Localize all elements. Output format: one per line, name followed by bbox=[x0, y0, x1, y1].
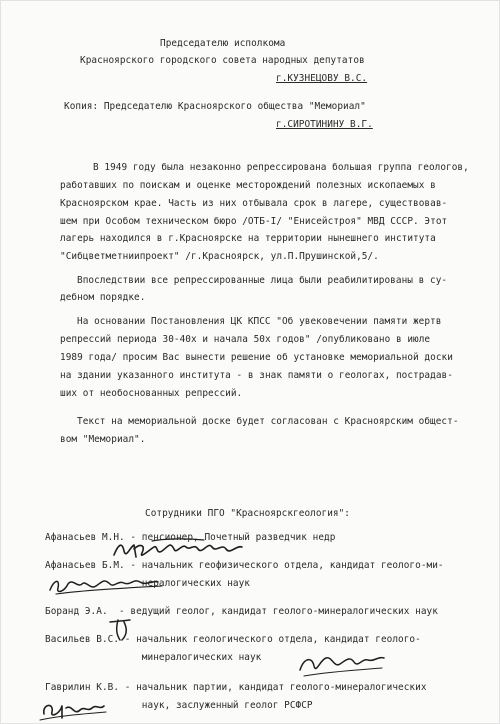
body-p1-line-4: шем при Особом техническом бюро /ОТБ-I/ "Енисейстроя" МВД СССР. Этот bbox=[60, 216, 448, 227]
signatory-line-1: Афанасьев М.Н. - пенсионер, Почетный разведчик недр bbox=[45, 532, 336, 543]
signature-afanasiev-bm bbox=[46, 574, 166, 598]
body-p3-line-2: репрессий периода 30-40х и начала 50х годов" /опубликовано в июле bbox=[60, 334, 431, 345]
body-p4-line-1: Текст на мемориальной доске будет согласован с Красноярским общест- bbox=[77, 416, 459, 427]
signatory-line-4: Боранд Э.А. - ведущий геолог, кандидат геолого-минералогических наук bbox=[45, 606, 438, 617]
body-p1-line-3: Красноярском крае. Часть из них отбывала срок в лагере, существовав- bbox=[60, 198, 448, 209]
body-p2-line-1: Впоследствии все репрессированные лица были реабилитированы в су- bbox=[77, 275, 448, 286]
body-p1-line-6: "Сибцветметниипроект" /г.Красноярск, ул.П.Прушинской,5/. bbox=[60, 251, 379, 262]
addressee-name: г.КУЗНЕЦОВУ В.С. bbox=[276, 73, 368, 84]
addressee-line-2: Красноярского городского совета народных депутатов bbox=[80, 55, 365, 66]
signature-borand bbox=[104, 616, 144, 644]
signature-gavrilin bbox=[38, 698, 108, 722]
body-p3-line-1: На основании Постановления ЦК КПСС "Об увековечении памяти жертв bbox=[77, 316, 442, 327]
signature-afanasiev-mn bbox=[112, 537, 252, 565]
copy-line: Копия: Председателю Красноярского общества "Мемориал" bbox=[64, 101, 366, 112]
signatory-line-6: минералогических наук bbox=[45, 652, 262, 663]
body-p4-line-2: вом "Мемориал". bbox=[60, 434, 146, 445]
body-p3-line-5: ших от необоснованных репрессий. bbox=[60, 388, 243, 399]
signatory-line-5: Васильев В.С. - начальник геологического отдела, кандидат геолого- bbox=[45, 634, 421, 645]
signatories-heading: Сотрудники ПГО "Красноярскгеология": bbox=[145, 508, 350, 519]
body-p1-line-2: работавших по поискам и оценке месторождений полезных ископаемых в bbox=[60, 180, 436, 191]
copy-name: г.СИРОТИНИНУ В.Г. bbox=[276, 119, 373, 130]
signatory-line-3: нералогических наук bbox=[45, 578, 250, 589]
body-p1-line-1: В 1949 году была незаконно репрессирована большая группа геологов, bbox=[93, 162, 469, 173]
signature-vasiliev bbox=[296, 650, 386, 680]
signatory-line-7: Гаврилин К.В. - начальник партии, кандидат геолого-минералогических bbox=[45, 682, 427, 693]
addressee-line-1: Председателю исполкома bbox=[160, 38, 286, 49]
body-p2-line-2: дебном порядке. bbox=[60, 292, 146, 303]
signatory-line-2: Афанасьев Б.М. - начальник геофизического отдела, кандидат геолого-ми- bbox=[45, 560, 444, 571]
body-p1-line-5: лагерь находился в г.Красноярске на территории нынешнего института bbox=[60, 233, 436, 244]
signatory-line-8: наук, заслуженный геолог РСФСР bbox=[45, 700, 313, 711]
body-p3-line-4: на здании указанного института - в знак памяти о геологах, пострадав- bbox=[60, 370, 453, 381]
body-p3-line-3: 1989 года/ просим Вас вынести решение об установке мемориальной доски bbox=[60, 352, 453, 363]
